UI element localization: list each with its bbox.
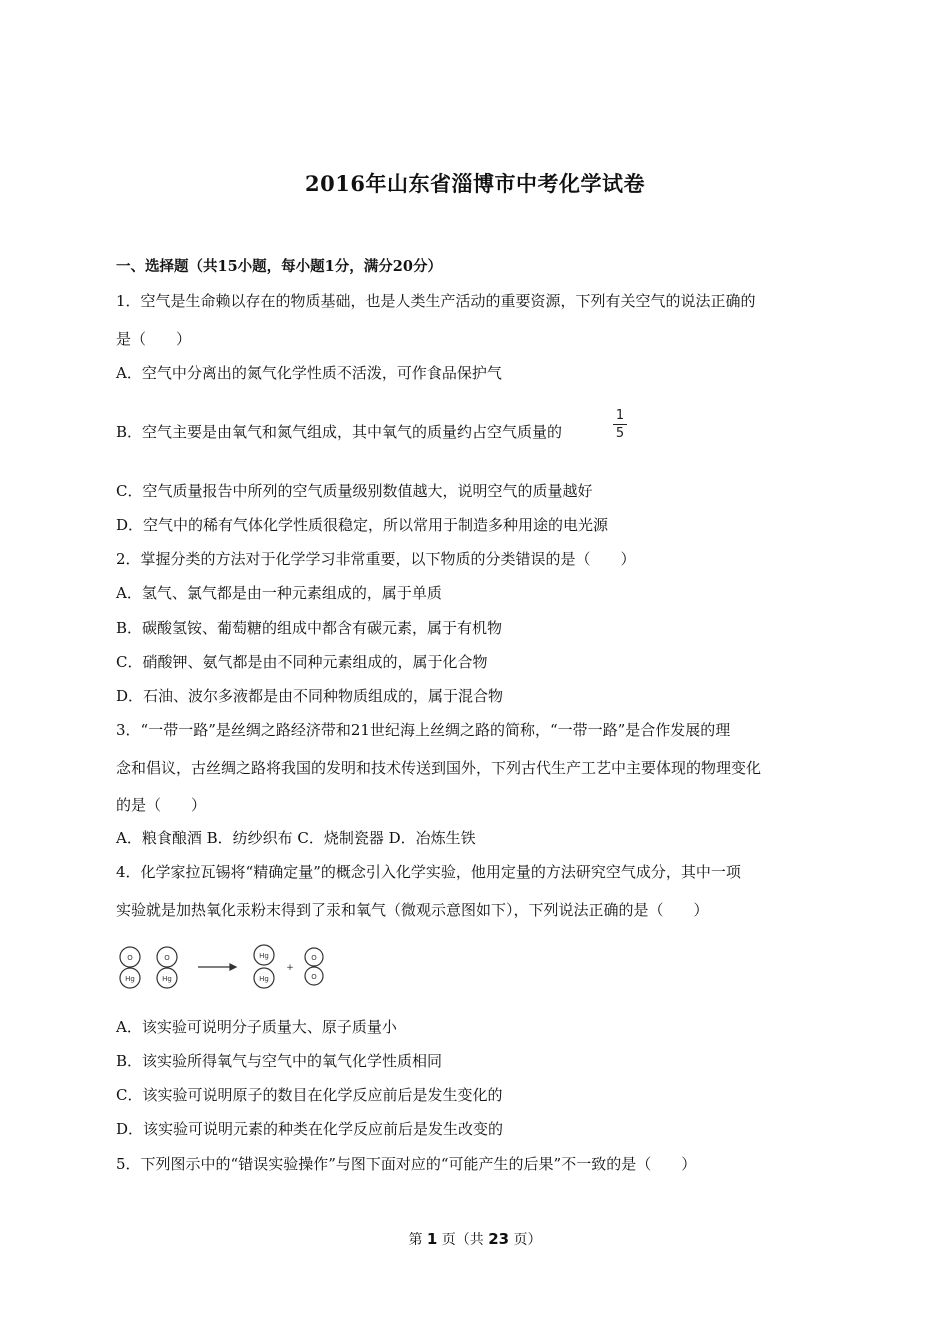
- q4-option-a: A．该实验可说明分子质量大、原子质量小: [116, 1018, 397, 1036]
- page-footer: [0, 1229, 950, 1249]
- q2-option-b: B．碳酸氢铵、葡萄糖的组成中都含有碳元素，属于有机物: [116, 619, 503, 637]
- svg-text:O: O: [127, 954, 133, 962]
- footer-prefix: 第: [408, 1232, 427, 1248]
- q3-stem-line2: 念和倡议，古丝绸之路将我国的发明和技术传送到国外，下列古代生产工艺中主要体现的物理变化: [116, 759, 762, 777]
- svg-text:Hg: Hg: [125, 975, 135, 983]
- q3-stem-line3: 的是（ ）: [116, 796, 207, 814]
- q4-stem-line2: 实验就是加热氧化汞粉末得到了汞和氧气（微观示意图如下），下列说法正确的是（ ）: [116, 901, 709, 919]
- fraction-numerator: 1: [615, 408, 625, 423]
- q4-stem-line1: 4．化学家拉瓦锡将“精确定量”的概念引入化学实验，他用定量的方法研究空气成分，其中一项: [116, 863, 741, 881]
- fraction-bar: [613, 424, 627, 425]
- footer-middle: 页（共: [437, 1232, 489, 1248]
- fraction-denominator: 5: [615, 426, 625, 441]
- q2-stem: 2．掌握分类的方法对于化学学习非常重要，以下物质的分类错误的是（ ）: [116, 550, 636, 568]
- q2-option-d: D．石油、波尔多液都是由不同种物质组成的，属于混合物: [116, 687, 504, 705]
- q1-option-a: A．空气中分离出的氮气化学性质不活泼，可作食品保护气: [116, 364, 502, 382]
- current-page-number: 1: [426, 1230, 438, 1248]
- total-page-count: 23: [488, 1230, 510, 1248]
- q1-option-b: B．空气主要是由氧气和氮气组成，其中氧气的质量约占空气质量的: [116, 423, 563, 441]
- plus-sign: +: [286, 963, 294, 973]
- q4-option-c: C．该实验可说明原子的数目在化学反应前后是发生变化的: [116, 1086, 503, 1104]
- q1-stem-line1: 1．空气是生命赖以存在的物质基础，也是人类生产活动的重要资源，下列有关空气的说法正确的: [116, 292, 756, 310]
- q1-option-c: C．空气质量报告中所列的空气质量级别数值越大，说明空气的质量越好: [116, 482, 593, 500]
- q5-stem: 5．下列图示中的“错误实验操作”与图下面对应的“可能产生的后果”不一致的是（ ）: [116, 1155, 697, 1173]
- exam-title: 2016年山东省淄博市中考化学试卷: [305, 171, 645, 196]
- hg-atoms: [254, 945, 274, 988]
- hgo-molecule-1: [120, 947, 140, 988]
- q1-stem-line2: 是（ ）: [116, 330, 192, 348]
- q4-option-b: B．该实验所得氧气与空气中的氧气化学性质相同: [116, 1052, 443, 1070]
- svg-text:Hg: Hg: [259, 975, 269, 983]
- section-heading: 一、选择题（共15小题，每小题1分，满分20分）: [116, 258, 442, 275]
- q2-option-c: C．硝酸钾、氨气都是由不同种元素组成的，属于化合物: [116, 653, 488, 671]
- q3-stem-line1: 3．“一带一路”是丝绸之路经济带和21世纪海上丝绸之路的简称，“一带一路”是合作发展的理: [116, 721, 731, 739]
- svg-text:O: O: [311, 954, 317, 962]
- q1-option-d: D．空气中的稀有气体化学性质很稳定，所以常用于制造多种用途的电光源: [116, 516, 609, 534]
- mercury-oxide-decomposition-diagram: [114, 940, 334, 996]
- svg-text:O: O: [164, 954, 170, 962]
- hgo-molecule-2: [157, 947, 177, 988]
- q4-option-d: D．该实验可说明元素的种类在化学反应前后是发生改变的: [116, 1120, 504, 1138]
- q3-options: A．粮食酿酒 B．纺纱织布 C．烧制瓷器 D．冶炼生铁: [116, 829, 476, 847]
- fraction-one-fifth: [613, 408, 627, 441]
- q2-option-a: A．氢气、氯气都是由一种元素组成的，属于单质: [116, 584, 442, 602]
- o2-molecule: [305, 948, 323, 985]
- reaction-arrow: [198, 964, 236, 970]
- svg-text:O: O: [311, 973, 317, 981]
- svg-text:Hg: Hg: [162, 975, 172, 983]
- svg-text:Hg: Hg: [259, 952, 269, 960]
- footer-suffix: 页）: [509, 1232, 542, 1248]
